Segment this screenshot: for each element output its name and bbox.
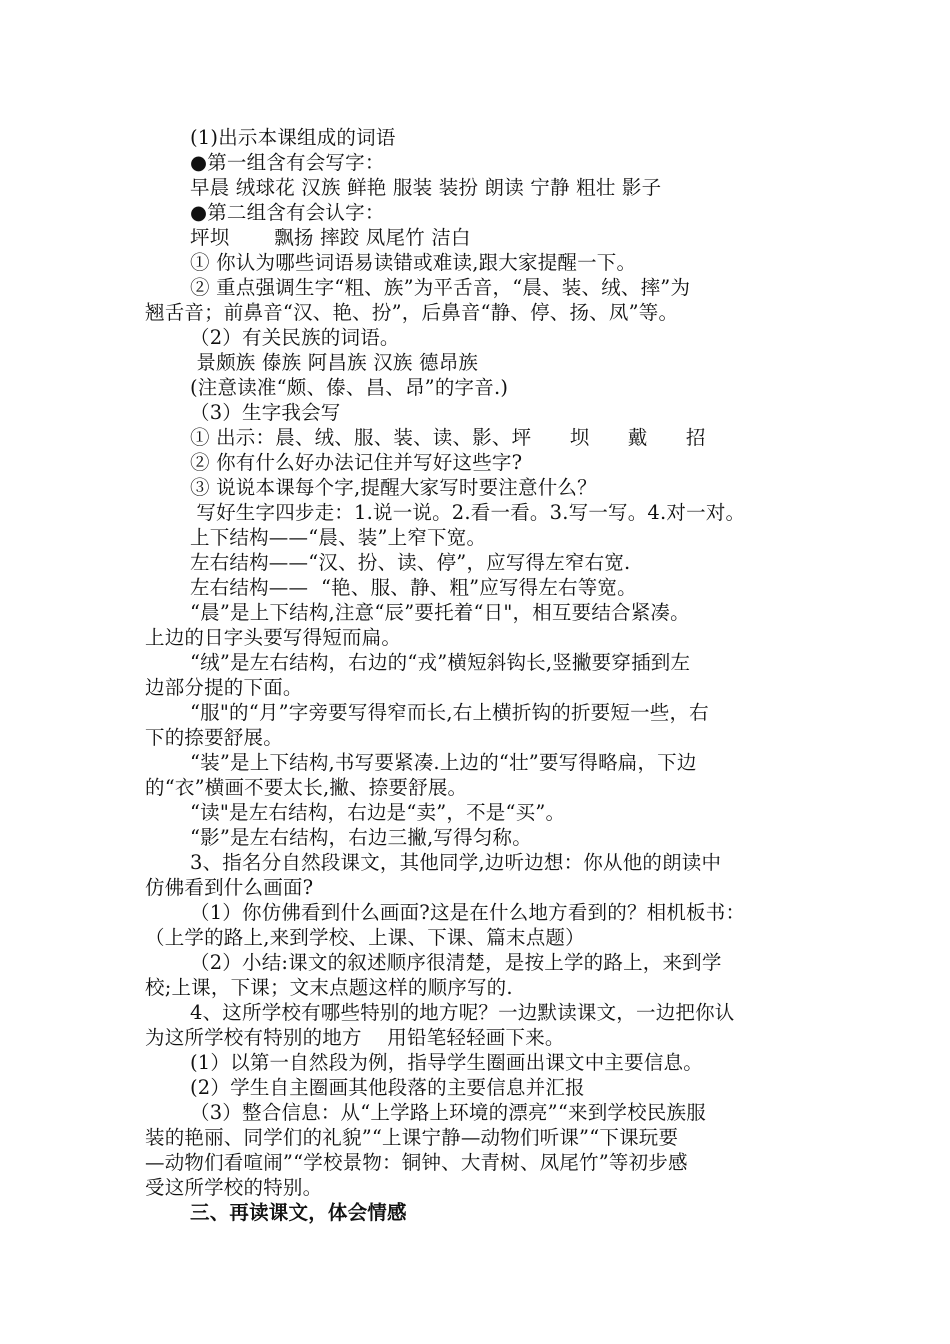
text-line: (2）学生自主圈画其他段落的主要信息并汇报 [190, 1076, 585, 1099]
text-line: 早晨 绒球花 汉族 鲜艳 服装 装扮 朗读 宁静 粗壮 影子 [190, 176, 662, 199]
text-line: （上学的路上,来到学校、上课、下课、篇末点题） [145, 926, 585, 949]
text-line: 为这所学校有特别的地方 用铅笔轻轻画下来。 [145, 1026, 565, 1049]
text-line: ② 你有什么好办法记住并写好这些字? [190, 451, 523, 474]
text-line: ① 出示：晨、绒、服、装、读、影、坪 坝 戴 招 [190, 426, 706, 449]
text-line: 翘舌音；前鼻音“汉、艳、扮”，后鼻音“静、停、扬、凤”等。 [145, 301, 679, 324]
text-line: (1)出示本课组成的词语 [190, 126, 396, 149]
text-line: 装的艳丽、同学们的礼貌”“上课宁静—动物们听课”“下课玩要 [145, 1126, 679, 1149]
text-line: 上边的日字头要写得短而扁。 [145, 626, 402, 649]
text-line: 的“衣”横画不要太长,撇、捺要舒展。 [145, 776, 468, 799]
text-line: 边部分提的下面。 [145, 676, 303, 699]
text-line: （2）有关民族的词语。 [190, 326, 400, 349]
text-line: 左右结构—— “艳、服、静、粗”应写得左右等宽。 [190, 576, 637, 599]
text-line: (1）以第一自然段为例，指导学生圈画出课文中主要信息。 [190, 1051, 703, 1074]
text-line: 景颇族 傣族 阿昌族 汉族 德昂族 [190, 351, 479, 374]
text-line: 写好生字四步走：1.说一说。2.看一看。3.写一写。4.对一对。 [190, 501, 746, 524]
text-line: “装”是上下结构,书写要紧凑.上边的“壮”要写得略扁，下边 [190, 751, 697, 774]
text-line: ② 重点强调生字“粗、族”为平舌音，“晨、装、绒、摔”为 [190, 276, 691, 299]
text-line: （3）生字我会写 [190, 401, 341, 424]
text-line: ●第二组含有会认字： [190, 201, 385, 224]
text-line: —动物们看喧闹”“学校景物：铜钟、大青树、凤尾竹”等初步感 [145, 1151, 688, 1174]
text-line: ●第一组含有会写字： [190, 151, 385, 174]
text-line: “绒”是左右结构，右边的“戎”横短斜钩长,竖撇要穿插到左 [190, 651, 691, 674]
text-line: 校;上课，下课；文末点题这样的顺序写的. [145, 976, 513, 999]
text-line: 3、指名分自然段课文，其他同学,边听边想：你从他的朗读中 [190, 851, 722, 874]
text-line: “影”是左右结构，右边三撇,写得匀称。 [190, 826, 532, 849]
text-line: “读"是左右结构，右边是“卖”，不是“买”。 [190, 801, 566, 824]
text-line: 仿佛看到什么画面? [145, 876, 314, 899]
text-line: 下的捺要舒展。 [145, 726, 283, 749]
text-line: “晨”是上下结构,注意“辰”要托着“日"，相互要结合紧凑。 [190, 601, 690, 624]
text-line: ① 你认为哪些词语易读错或难读,跟大家提醒一下。 [190, 251, 637, 274]
text-line: “服"的“月”字旁要写得窄而长,右上横折钩的折要短一些，右 [190, 701, 709, 724]
text-line: （3）整合信息：从“上学路上环境的漂亮”“来到学校民族服 [190, 1101, 706, 1124]
text-line: 坪坝 飘扬 摔跤 凤尾竹 洁白 [190, 226, 471, 249]
text-line: 左右结构——“汉、扮、读、停”，应写得左窄右宽. [190, 551, 631, 574]
text-line: ③ 说说本课每个字,提醒大家写时要注意什么？ [190, 476, 597, 499]
text-line: （2）小结:课文的叙述顺序很清楚，是按上学的路上，来到学 [190, 951, 722, 974]
text-line: 受这所学校的特别。 [145, 1176, 323, 1199]
section-heading: 三、再读课文，体会情感 [190, 1201, 407, 1224]
text-line: 上下结构——“晨、装”上窄下宽。 [190, 526, 487, 549]
text-line: (注意读准“颇、傣、昌、昂”的字音.) [190, 376, 509, 399]
text-line: （1）你仿佛看到什么画面?这是在什么地方看到的？相机板书： [190, 901, 746, 924]
text-line: 4、这所学校有哪些特别的地方呢？一边默读课文，一边把你认 [190, 1001, 735, 1024]
